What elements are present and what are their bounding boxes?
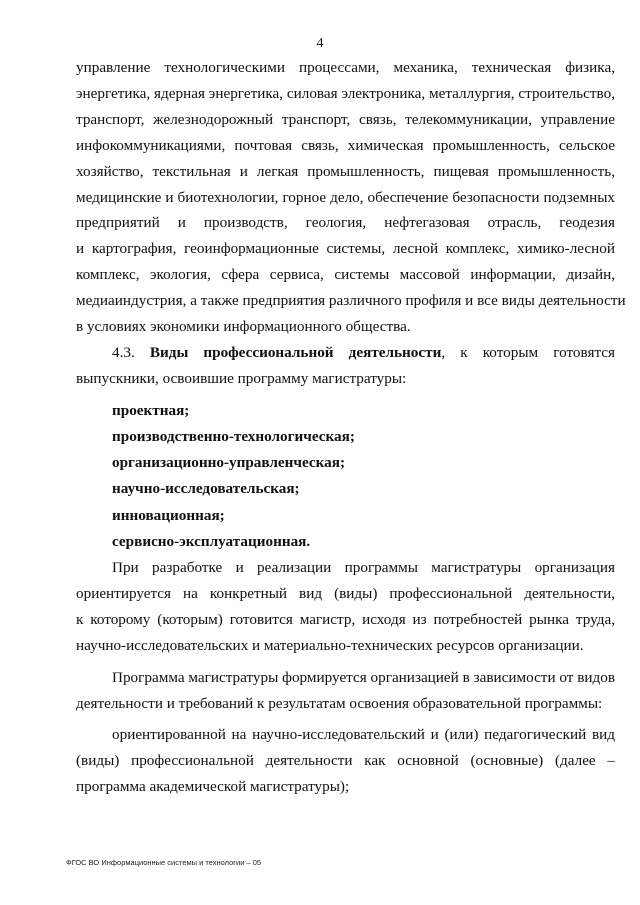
paragraph-program-formation xyxy=(76,665,615,717)
text-line: к которому (которым) готовится магистр, исходя из потребностей рынка труда, xyxy=(76,610,615,628)
text-line: деятельности и требований к результатам освоения образовательной программы: xyxy=(76,694,603,712)
document-body xyxy=(76,55,626,800)
section-heading-bold: Виды профессиональной деятельности xyxy=(149,343,442,361)
text-line: медицинские и биотехнологии, горное дело, обеспечение безопасности подземных xyxy=(76,188,615,206)
text-line: комплекс, экология, сфера сервиса, системы массовой информации, дизайн, xyxy=(76,266,615,284)
section-heading-rest: , к которым готовятся xyxy=(441,343,615,361)
list-item: организационно-управленческая; xyxy=(112,454,345,472)
text-line: энергетика, ядерная энергетика, силовая электроника, металлургия, строительство, xyxy=(76,84,615,102)
text-line: программа академической магистратуры); xyxy=(76,778,350,796)
text-line: медиаиндустрия, а также предприятия различного профиля и все виды деятельности xyxy=(76,292,626,310)
text-line: хозяйство, текстильная и легкая промышленность, пищевая промышленность, xyxy=(76,162,615,180)
paragraph-academic-master xyxy=(76,722,615,800)
text-line: научно-исследовательских и материально-технических ресурсов организации. xyxy=(76,636,584,654)
paragraph-industries xyxy=(76,55,626,340)
paragraph-orientation xyxy=(76,555,615,659)
page-footer: ФГОС ВО Информационные системы и технологии – 05 xyxy=(66,858,262,867)
text-line: предприятий и производств, геология, нефтегазовая отрасль, геодезия xyxy=(76,214,615,232)
list-item: сервисно-эксплуатационная. xyxy=(112,532,311,550)
text-line: и картография, геоинформационные системы, лесной комплекс, химико-лесной xyxy=(76,240,615,258)
text-line: ориентируется на конкретный вид (виды) профессиональной деятельности, xyxy=(76,584,615,602)
list-item: научно-исследовательская; xyxy=(112,480,300,498)
text-line: При разработке и реализации программы магистратуры организация xyxy=(112,559,615,576)
text-line: выпускники, освоившие программу магистратуры: xyxy=(76,369,407,387)
page-number: 4 xyxy=(316,36,324,51)
text-line: ориентированной на научно-исследовательский и (или) педагогический вид xyxy=(112,726,615,744)
section-number: 4.3. xyxy=(112,343,135,361)
section-heading-line xyxy=(76,340,615,366)
section-4-3 xyxy=(76,340,615,392)
text-line: (виды) профессиональной деятельности как основной (основные) (далее – xyxy=(76,752,615,770)
text-line: транспорт, железнодорожный транспорт, связь, телекоммуникации, управление xyxy=(76,110,615,128)
list-item: проектная; xyxy=(112,401,190,419)
text-line: управление технологическими процессами, механика, техническая физика, xyxy=(76,59,615,76)
list-item: инновационная; xyxy=(112,506,225,524)
text-line: в условиях экономики информационного общества. xyxy=(76,318,411,336)
text-line: Программа магистратуры формируется организацией в зависимости от видов xyxy=(112,668,615,686)
text-line: инфокоммуникациями, почтовая связь, химическая промышленность, сельское xyxy=(76,136,615,154)
activity-types-list xyxy=(76,398,615,555)
list-item: производственно-технологическая; xyxy=(112,427,355,445)
